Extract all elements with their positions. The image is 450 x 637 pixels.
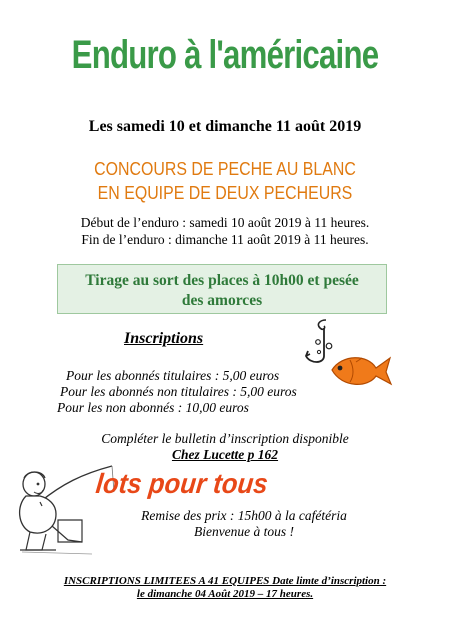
fish-hook-icon [296,318,396,398]
contest-heading [32,157,419,205]
contest-heading-line1: CONCOURS DE PECHE AU BLANC [94,158,356,179]
enduro-start: Début de l’enduro : samedi 10 août 2019 à 11 heures. [80,215,370,230]
draw-notice-line2: des amorces [181,292,263,309]
prizes-banner: lots pour tous [94,468,270,499]
inscriptions-heading: Inscriptions [124,330,204,347]
draw-notice-box [57,264,387,314]
contest-heading-line2: EN EQUIPE DE DEUX PECHEURS [97,182,353,203]
draw-notice-line1: Tirage au sort des places à 10h00 et pesée [85,272,359,289]
enduro-end: Fin de l’enduro : dimanche 11 août 2019 à 11 heures. [81,232,369,247]
registration-location: Chez Lucette p 162 [171,447,279,462]
registration-line1: Compléter le bulletin d’inscription disponible [101,431,349,446]
deadline-line2: le dimanche 04 Août 2019 – 17 heures. [136,588,314,600]
registration-deadline [0,575,450,601]
poster-title: Enduro à l'américaine [71,33,379,77]
welcome-text: Bienvenue à tous ! [193,524,295,539]
deadline-line1: INSCRIPTIONS LIMITEES A 41 EQUIPES Date limte d’inscription : [63,575,387,587]
enduro-schedule [0,214,450,248]
registration-info [0,431,450,463]
prize-ceremony-time: Remise des prix : 15h00 à la cafétéria [141,508,347,523]
price-item: Pour les abonnés titulaires : 5,00 euros [66,368,280,383]
price-item: Pour les non abonnés : 10,00 euros [57,400,249,415]
event-dates: Les samedi 10 et dimanche 11 août 2019 [88,118,362,135]
prize-ceremony [114,508,374,540]
price-item: Pour les abonnés non titulaires : 5,00 euros [60,384,297,399]
